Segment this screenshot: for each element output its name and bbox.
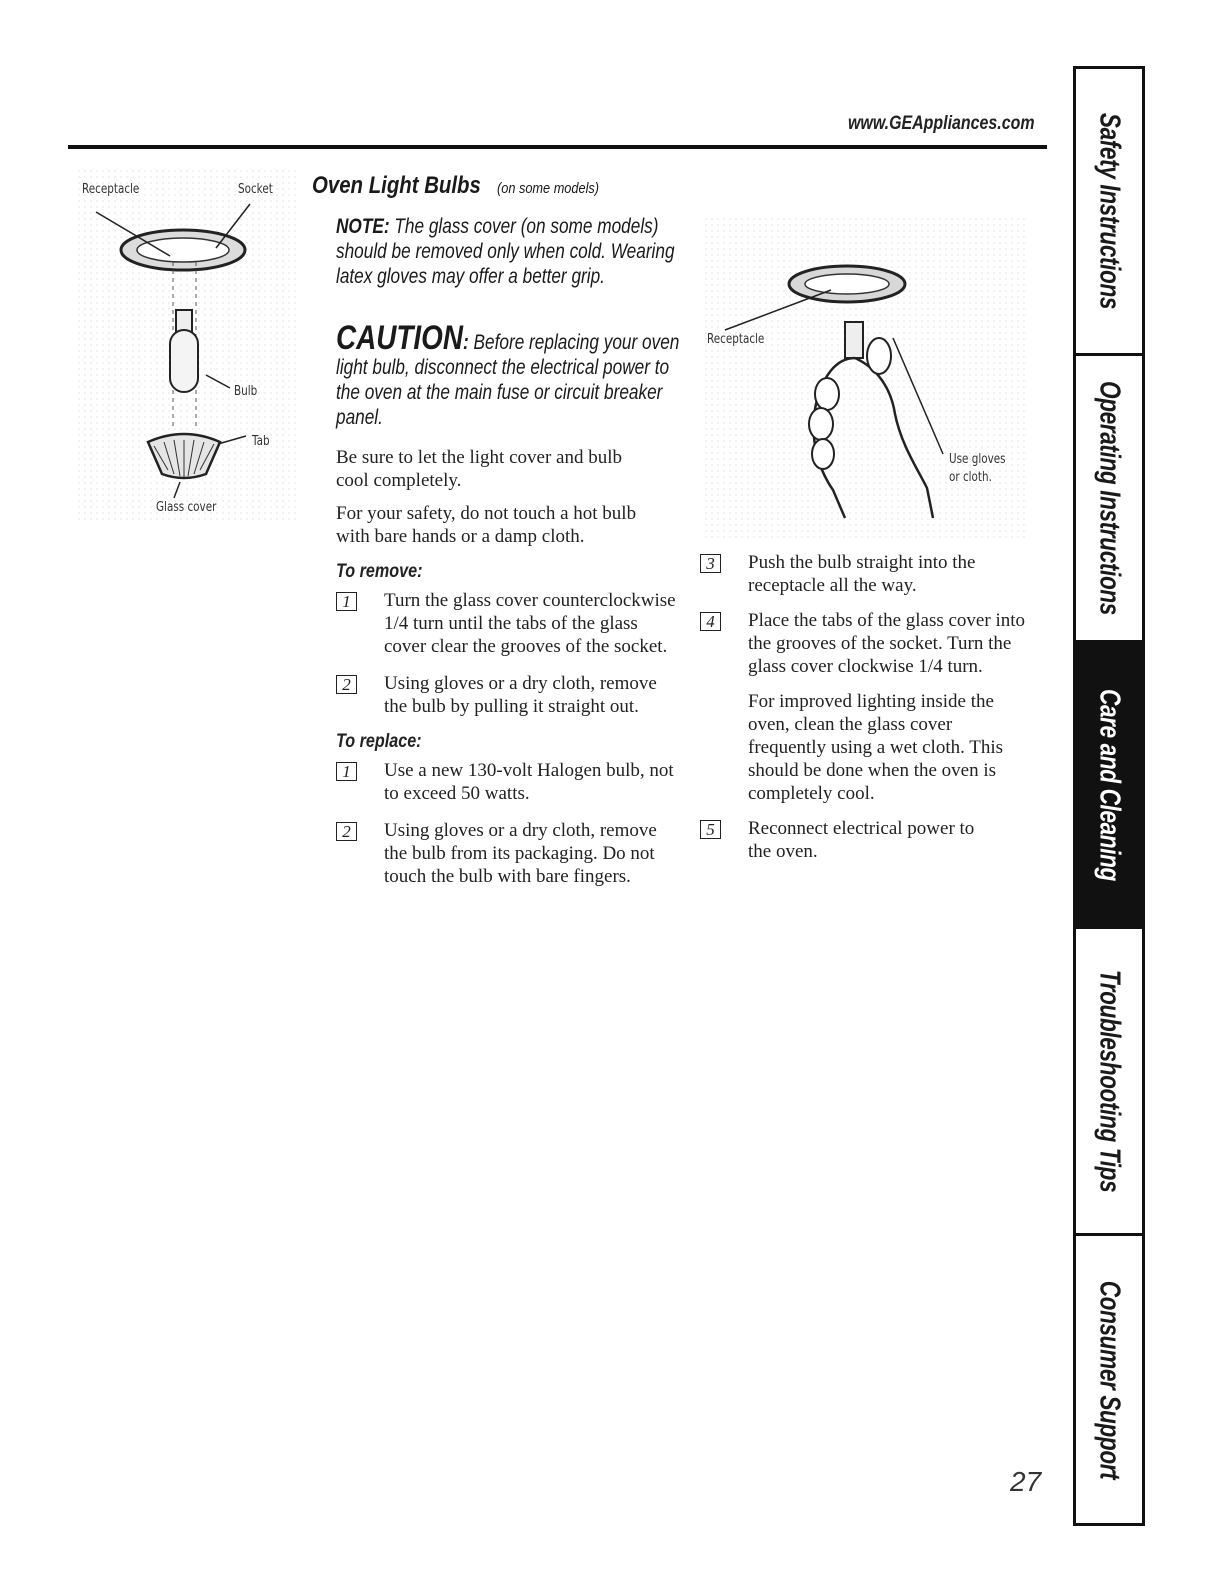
- remove-heading: To remove:: [336, 561, 423, 582]
- step-number: 3: [700, 554, 721, 573]
- replace-step: [336, 819, 678, 888]
- figure-bulb-assembly: [78, 170, 298, 525]
- step-text: Reconnect electrical power to the oven.: [748, 818, 975, 862]
- section-title-sub: (on some models): [496, 180, 599, 197]
- note-text: The glass cover (on some models) should be removed only when cold. Wearing latex gloves may offer a better grip.: [336, 215, 675, 288]
- caution-label: CAUTION: [336, 319, 464, 357]
- note-block: [336, 214, 680, 289]
- step-number: 2: [336, 675, 357, 694]
- step-number: 4: [700, 612, 721, 631]
- side-tab-label: Consumer Support: [1093, 1280, 1126, 1479]
- intro-paragraph: For your safety, do not touch a hot bulb with bare hands or a damp cloth.: [336, 503, 637, 547]
- replace-step: [336, 759, 678, 805]
- step-text: Turn the glass cover counterclockwise 1/4 turn until the tabs of the glass cover clear the grooves of the socket.: [384, 590, 676, 657]
- remove-step: [336, 672, 678, 718]
- hand-bulb-diagram: [705, 218, 1025, 540]
- side-tab-care[interactable]: [1075, 643, 1143, 929]
- label-glass-cover: Glass cover: [156, 500, 217, 515]
- step-text: Use a new 130-volt Halogen bulb, not to exceed 50 watts.: [384, 760, 674, 804]
- side-tab-troubleshooting[interactable]: [1075, 929, 1143, 1236]
- bulb-assembly-diagram: [78, 170, 298, 525]
- side-tab-operating[interactable]: [1075, 356, 1143, 643]
- side-tab-consumer[interactable]: [1075, 1236, 1143, 1523]
- side-tab-safety[interactable]: [1075, 69, 1143, 356]
- label-receptacle: Receptacle: [707, 332, 765, 347]
- caution-text-rest: oven light bulb, disconnect the electrical power to the oven at the main fuse or circuit breaker panel.: [336, 331, 680, 429]
- label-socket: Socket: [238, 182, 273, 197]
- intro-paragraph: Be sure to let the light cover and bulb cool completely.: [336, 447, 622, 491]
- step-number: 1: [336, 762, 357, 781]
- column-left-body: [336, 446, 678, 888]
- note-label: NOTE:: [336, 215, 390, 238]
- label-use-gloves: Use gloves: [949, 452, 1006, 467]
- step-text: Using gloves or a dry cloth, remove the bulb from its packaging. Do not touch the bulb with bare fingers.: [384, 820, 657, 887]
- replace-heading: To replace:: [336, 731, 422, 752]
- side-tab-label: Care and Cleaning: [1093, 688, 1126, 881]
- label-or-cloth: or cloth.: [949, 470, 992, 485]
- step-text: Using gloves or a dry cloth, remove the bulb by pulling it straight out.: [384, 673, 657, 717]
- caution-text-first: Before replacing your: [473, 331, 638, 354]
- section-title-main: Oven Light Bulbs: [312, 172, 481, 199]
- step-number: 5: [700, 820, 721, 839]
- side-tab-label: Troubleshooting Tips: [1093, 969, 1126, 1193]
- section-title: [312, 172, 617, 200]
- header-url: www.GEAppliances.com: [848, 113, 1035, 134]
- replace-step: [700, 817, 1048, 863]
- page-number: 27: [1010, 1466, 1042, 1497]
- step-text: Push the bulb straight into the receptacle all the way.: [748, 552, 976, 596]
- caution-colon: :: [463, 331, 469, 354]
- cleaning-note: For improved lighting inside the oven, clean the glass cover frequently using a wet cloth. This should be done when the oven is completely cool.: [748, 691, 1004, 804]
- step-number: 2: [336, 822, 357, 841]
- label-tab: Tab: [252, 434, 270, 449]
- column-right-body: [700, 551, 1048, 863]
- figure-hand-bulb: [705, 218, 1025, 540]
- step-text: Place the tabs of the glass cover into the grooves of the socket. Turn the glass cover clockwise 1/4 turn.: [748, 610, 1026, 677]
- caution-block: [336, 319, 680, 430]
- step-number: 1: [336, 592, 357, 611]
- side-tab-label: Safety Instructions: [1093, 112, 1126, 310]
- label-receptacle: Receptacle: [82, 182, 140, 197]
- label-bulb: Bulb: [234, 384, 258, 399]
- replace-step: [700, 551, 1048, 597]
- remove-step: [336, 589, 678, 658]
- replace-step: [700, 609, 1048, 678]
- side-tab-label: Operating Instructions: [1093, 381, 1126, 615]
- header-rule: [68, 145, 1047, 149]
